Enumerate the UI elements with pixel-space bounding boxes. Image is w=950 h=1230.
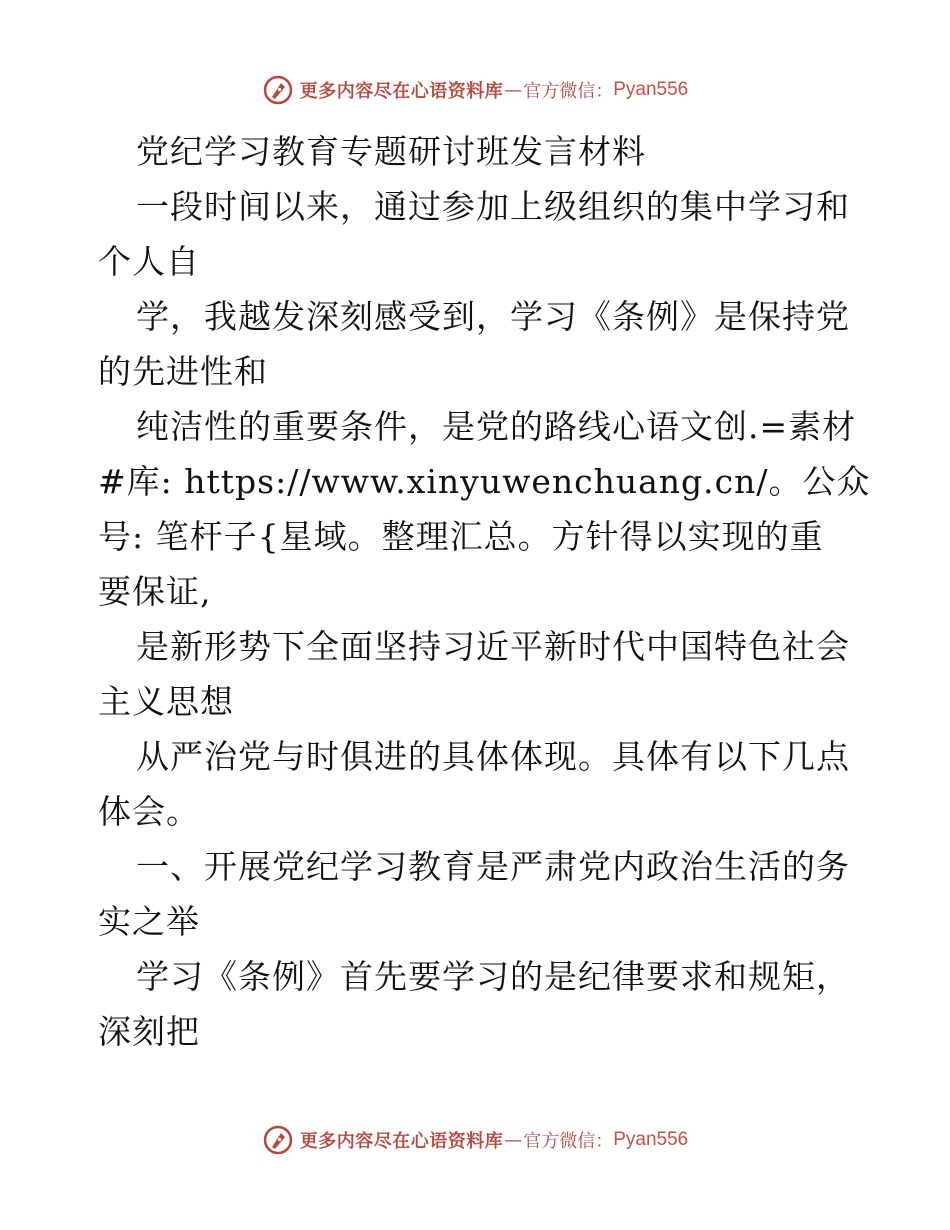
paragraph-line: 要保证, [98, 572, 212, 611]
paragraph-line: 从严治党与时俱进的具体体现。具体有以下几点 [136, 737, 850, 776]
paragraph-line: 是新形势下全面坚持习近平新时代中国特色社会 [136, 627, 850, 666]
watermark-wechat-id: Pyan556 [613, 1129, 689, 1150]
watermark-separator: — [504, 1129, 523, 1151]
watermark-main-text: 更多内容尽在心语资料库 [299, 81, 504, 102]
pen-nib-logo-icon [262, 1124, 294, 1156]
section-heading: 实之举 [98, 902, 200, 941]
watermark-wechat-label: 官方微信： [523, 81, 614, 102]
paragraph-line: #库: https://www.xinyuwenchuang.cn/。公众 [98, 462, 871, 501]
paragraph-line: 的先进性和 [98, 352, 268, 391]
paragraph-line: 主义思想 [98, 682, 234, 721]
header-watermark-banner [0, 70, 950, 110]
paragraph-line: 体会。 [98, 792, 200, 831]
document-title: 党纪学习教育专题研讨班发言材料 [136, 132, 646, 171]
watermark-wechat-id: Pyan556 [613, 79, 689, 100]
document-body [98, 124, 871, 1059]
watermark-wechat-label: 官方微信： [523, 1131, 614, 1152]
paragraph-line: 号: 笔杆子{星域。整理汇总。方针得以实现的重 [98, 517, 824, 556]
pen-nib-logo-icon [262, 74, 294, 106]
paragraph-line: 深刻把 [98, 1012, 200, 1051]
paragraph-line: 个人自 [98, 242, 200, 281]
watermark-separator: — [504, 79, 523, 101]
paragraph-line: 学习《条例》首先要学习的是纪律要求和规矩， [136, 957, 850, 996]
section-heading: 一、开展党纪学习教育是严肃党内政治生活的务 [136, 847, 850, 886]
paragraph-line: 纯洁性的重要条件，是党的路线心语文创.=素材 [136, 407, 857, 446]
paragraph-line: 一段时间以来，通过参加上级组织的集中学习和 [136, 187, 850, 226]
paragraph-line: 学，我越发深刻感受到，学习《条例》是保持党 [136, 297, 850, 336]
watermark-main-text: 更多内容尽在心语资料库 [299, 1131, 504, 1152]
footer-watermark-banner [0, 1120, 950, 1160]
